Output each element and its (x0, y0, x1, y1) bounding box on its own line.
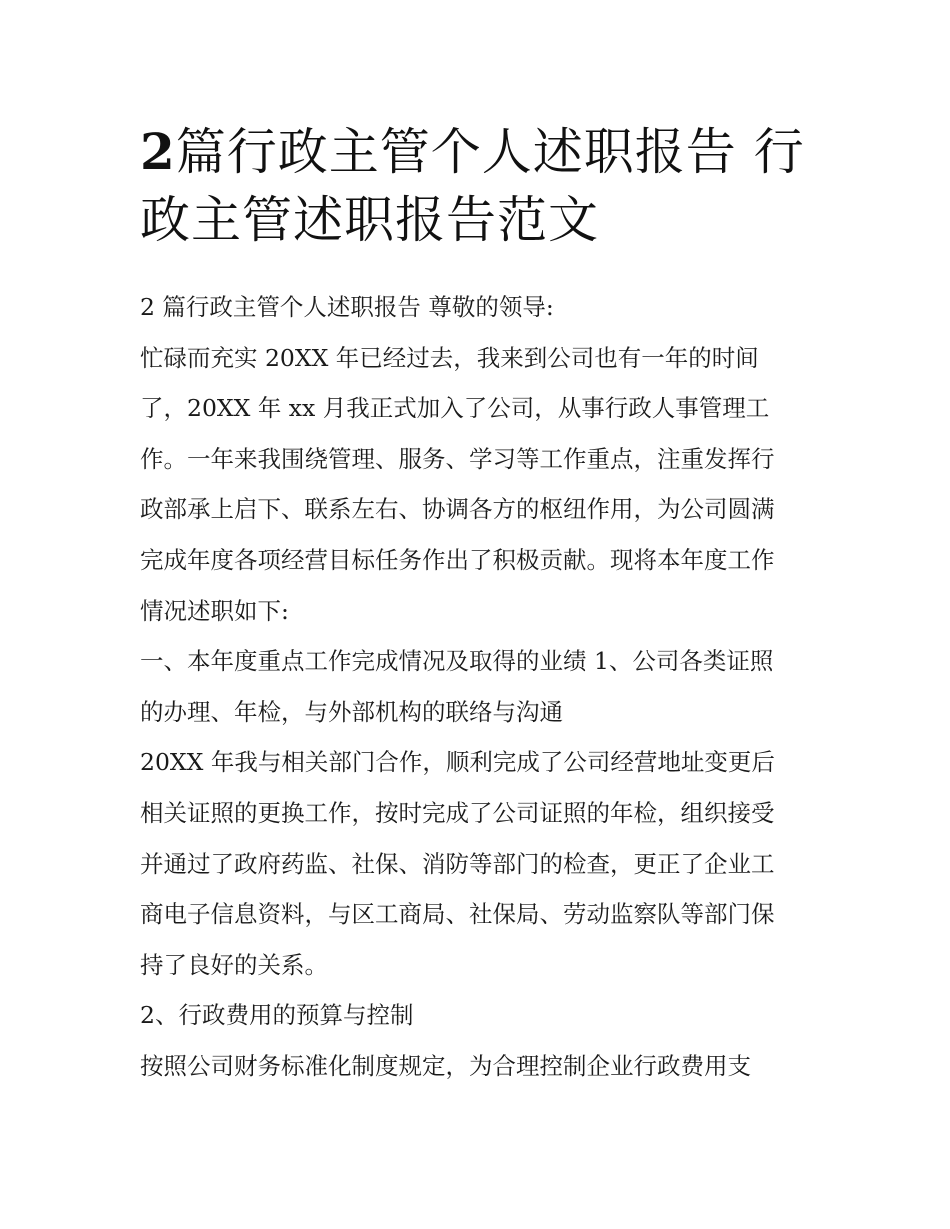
body-line: 持了良好的关系。 (140, 950, 328, 979)
body-line-greeting: 2 篇行政主管个人述职报告 尊敬的领导: (140, 293, 554, 321)
body-line: 按照公司财务标准化制度规定，为合理控制企业行政费用支 (140, 1051, 751, 1080)
title-line-2: 政主管述职报告范文 (140, 191, 599, 249)
body-line: 情况述职如下: (140, 596, 289, 625)
title-line-1: 篇行政主管个人述职报告 行 (175, 123, 805, 181)
section-heading-1: 一、本年度重点工作完成情况及取得的业绩 1、公司各类证照 (140, 647, 774, 676)
body-line: 政部承上启下、联系左右、协调各方的枢纽作用，为公司圆满 (140, 495, 775, 524)
body-line: 20XX 年我与相关部门合作，顺利完成了公司经营地址变更后 (140, 748, 775, 777)
body-line: 忙碌而充实 20XX 年已经过去，我来到公司也有一年的时间 (140, 343, 759, 372)
document-body (140, 282, 820, 1092)
body-line: 相关证照的更换工作，按时完成了公司证照的年检，组织接受 (140, 798, 775, 827)
body-line: 了，20XX 年 xx 月我正式加入了公司，从事行政人事管理工 (140, 394, 770, 423)
body-line: 作。一年来我围绕管理、服务、学习等工作重点，注重发挥行 (140, 444, 775, 473)
section-heading-2: 2、行政费用的预算与控制 (140, 1001, 414, 1030)
body-line: 完成年度各项经营目标任务作出了积极贡献。现将本年度工作 (140, 545, 775, 574)
body-line: 的办理、年检，与外部机构的联络与沟通 (140, 697, 563, 726)
body-line: 商电子信息资料，与区工商局、社保局、劳动监察队等部门保 (140, 900, 775, 929)
body-line: 并通过了政府药监、社保、消防等部门的检查，更正了企业工 (140, 849, 775, 878)
document-title (140, 118, 820, 254)
title-number: 2 (140, 122, 176, 181)
